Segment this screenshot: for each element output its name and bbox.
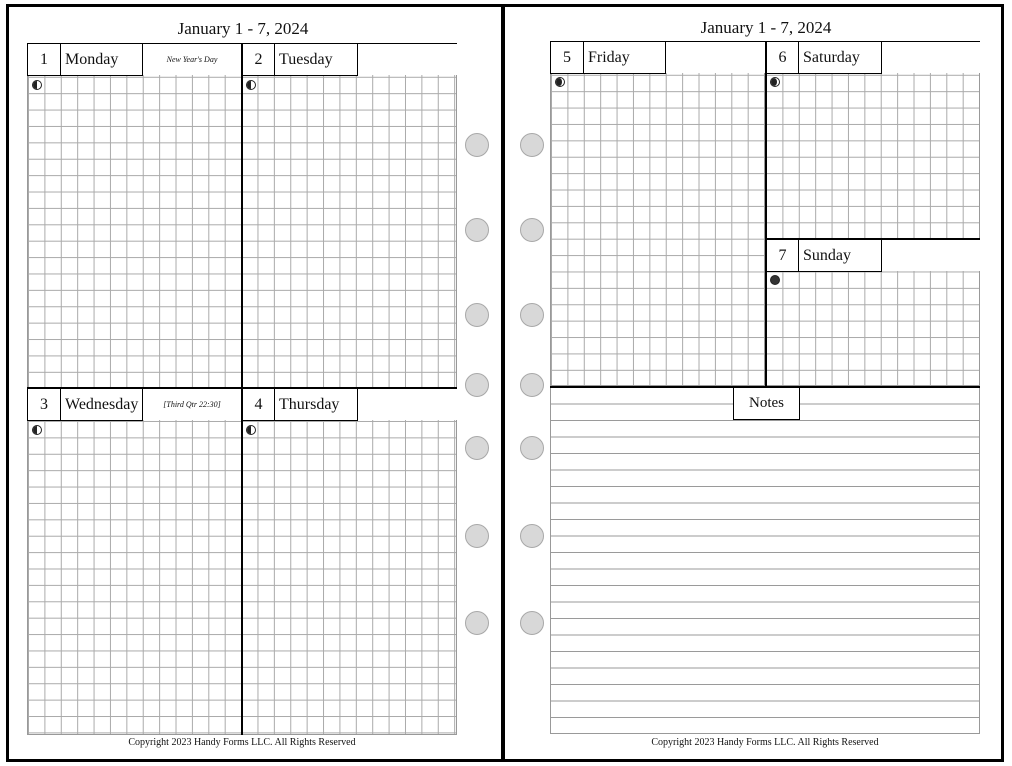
last-quarter-moon-icon — [246, 80, 256, 90]
binder-hole — [465, 133, 489, 157]
sunday-date-number: 7 — [766, 239, 799, 272]
binder-hole — [520, 373, 544, 397]
notes-lined-area — [550, 386, 980, 734]
right-planner-page — [502, 4, 1004, 762]
friday-grid — [550, 41, 765, 386]
binder-hole — [465, 373, 489, 397]
binder-hole — [465, 436, 489, 460]
left-page-copyright: Copyright 2023 Handy Forms LLC. All Rights Reserved — [128, 737, 356, 748]
notes-label: Notes — [733, 387, 800, 420]
waning-crescent-moon-icon — [770, 77, 780, 87]
binder-hole — [520, 436, 544, 460]
left-planner-page — [6, 4, 504, 762]
wednesday-moon-phase-note: [Third Qtr 22:30] — [145, 392, 239, 416]
saturday-date-number: 6 — [766, 41, 799, 74]
binder-hole — [465, 303, 489, 327]
right-page-title: January 1 - 7, 2024 — [700, 18, 832, 37]
friday-day-name: Friday — [584, 41, 666, 74]
binder-hole — [520, 524, 544, 548]
tuesday-date-number: 2 — [242, 43, 275, 76]
tuesday-day-name: Tuesday — [275, 43, 358, 76]
last-quarter-moon-icon — [32, 80, 42, 90]
binder-hole — [465, 218, 489, 242]
monday-holiday-note: New Year's Day — [145, 47, 239, 71]
friday-date-number: 5 — [550, 41, 584, 74]
binder-hole — [520, 611, 544, 635]
wednesday-day-name: Wednesday — [61, 388, 143, 421]
right-vertical-divider — [765, 41, 767, 387]
right-page-copyright: Copyright 2023 Handy Forms LLC. All Rights Reserved — [651, 737, 879, 748]
last-quarter-moon-icon — [32, 425, 42, 435]
waning-crescent-moon-icon — [555, 77, 565, 87]
binder-hole — [465, 524, 489, 548]
binder-hole — [520, 303, 544, 327]
binder-hole — [520, 218, 544, 242]
saturday-day-name: Saturday — [799, 41, 882, 74]
monday-day-name: Monday — [61, 43, 143, 76]
left-page-title: January 1 - 7, 2024 — [177, 19, 309, 38]
wednesday-date-number: 3 — [27, 388, 61, 421]
thursday-date-number: 4 — [242, 388, 275, 421]
sunday-day-name: Sunday — [799, 239, 882, 272]
new-moon-icon — [770, 275, 780, 285]
monday-date-number: 1 — [27, 43, 61, 76]
binder-hole — [520, 133, 544, 157]
saturday-sunday-grid — [765, 41, 980, 386]
thursday-day-name: Thursday — [275, 388, 358, 421]
binder-hole — [465, 611, 489, 635]
last-quarter-moon-icon — [246, 425, 256, 435]
